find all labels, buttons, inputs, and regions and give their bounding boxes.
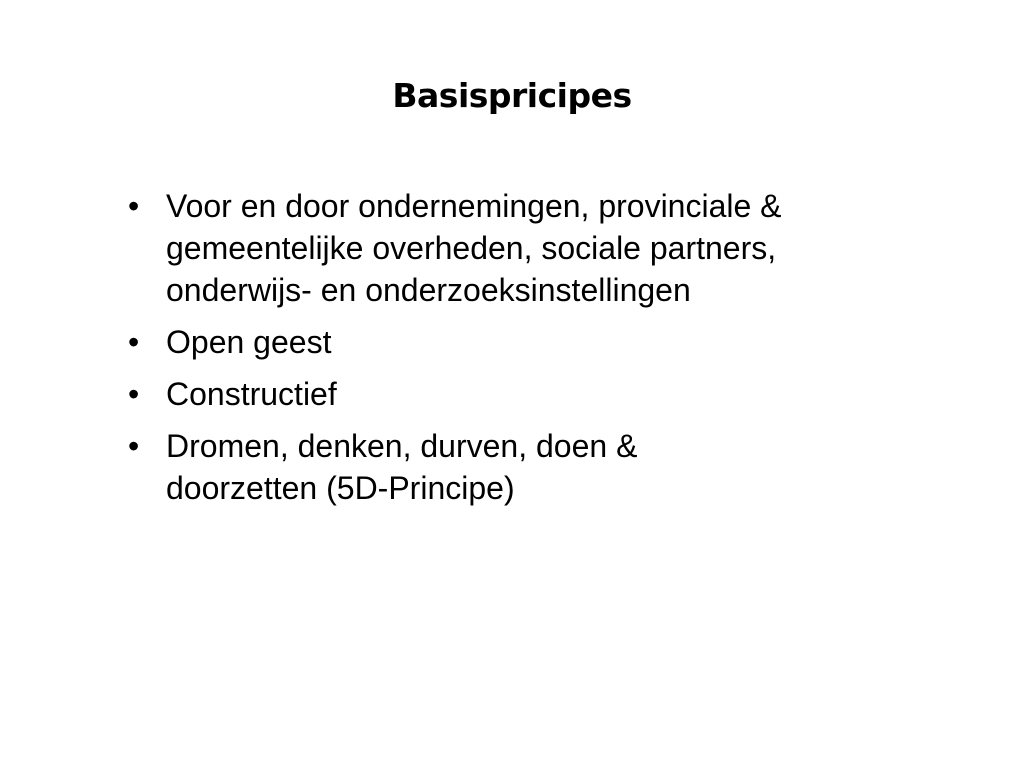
bullet-icon: • xyxy=(128,324,140,360)
bullet-text: Voor en door ondernemingen, provinciale & gemeentelijke overheden, sociale partners, onderwijs- en onderzoeksinstellingen xyxy=(166,188,782,308)
bullet-icon: • xyxy=(128,376,140,412)
bullet-text: Constructief xyxy=(166,376,337,412)
bullet-list xyxy=(126,185,926,519)
bullet-text: Dromen, denken, durven, doen & doorzetten (5D-Principe) xyxy=(166,428,638,506)
bullet-icon: • xyxy=(128,188,140,224)
bullet-item-participants xyxy=(126,185,906,311)
slide-title: Basispricipes xyxy=(392,76,632,115)
bullet-icon: • xyxy=(128,428,140,464)
bullet-item-open-mind xyxy=(126,321,926,363)
bullet-item-5d-principle xyxy=(126,425,786,509)
bullet-text: Open geest xyxy=(166,324,332,360)
bullet-item-constructive xyxy=(126,373,926,415)
